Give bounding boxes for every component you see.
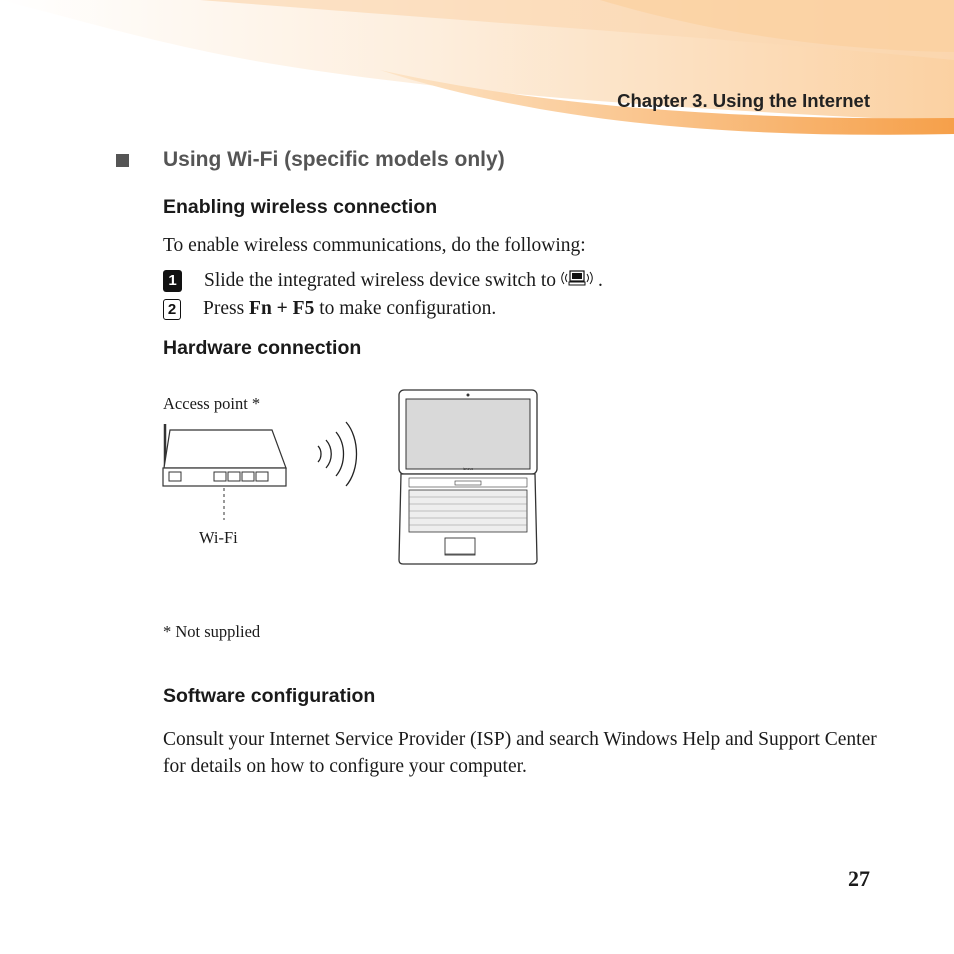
header-banner — [0, 0, 954, 140]
step-1-end: . — [597, 270, 603, 291]
step-2 — [163, 298, 496, 320]
wifi-label: Wi-Fi — [199, 528, 238, 547]
wireless-signal-icon — [312, 418, 364, 490]
chapter-title: Chapter 3. Using the Internet — [617, 90, 870, 111]
step-1-text: Slide the integrated wireless device switch to — [204, 270, 556, 291]
step-2-post: to make configuration. — [319, 298, 497, 319]
step-1 — [163, 268, 603, 294]
step-number-1: 1 — [163, 270, 182, 292]
footnote: * Not supplied — [163, 622, 261, 641]
laptop-brand: lenovo — [462, 467, 474, 471]
step-number-2: 2 — [163, 299, 181, 320]
hardware-heading: Hardware connection — [163, 337, 362, 359]
page-number: 27 — [848, 866, 870, 891]
enabling-heading: Enabling wireless connection — [163, 196, 438, 218]
step-2-keys: Fn + F5 — [249, 298, 315, 319]
wireless-switch-icon — [560, 268, 594, 294]
router-icon — [160, 420, 290, 520]
software-paragraph: Consult your Internet Service Provider (ISP) and search Windows Help and Support Center for details on how to configure your computer. — [163, 729, 877, 777]
square-bullet-icon — [116, 154, 129, 167]
laptop-icon — [397, 388, 539, 566]
access-point-label: Access point * — [163, 394, 261, 413]
section-title: Using Wi-Fi (specific models only) — [163, 148, 505, 171]
section-heading — [116, 148, 505, 172]
step-2-pre: Press — [203, 298, 245, 319]
enabling-intro: To enable wireless communications, do the following: — [163, 235, 586, 256]
software-heading: Software configuration — [163, 685, 376, 707]
